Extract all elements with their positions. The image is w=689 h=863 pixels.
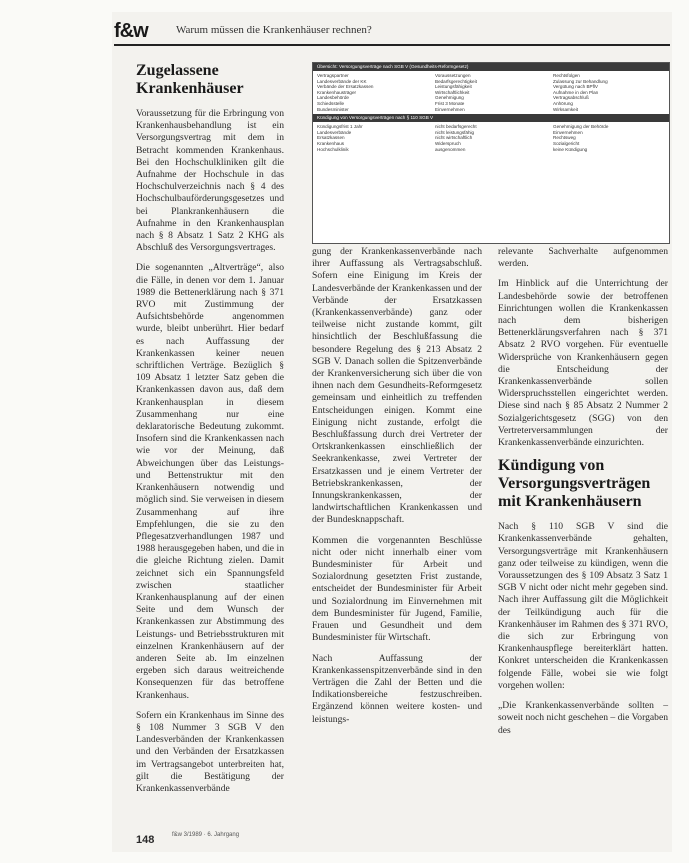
table-cell: Sozialgericht	[553, 140, 580, 146]
table-cell: Genehmigung der Behörde	[553, 124, 609, 130]
table-cell: Landesbehörde	[317, 95, 349, 101]
body-paragraph: gung der Krankenkassenverbände nach ihrer Auffassung als Vertragsabschluß. Sofern eine Einigung im Kreis der Landesverbände der Krankenkassen und der Verbände der Ersatzkassen (Krankenkassenverbände) ganz oder teilweise nicht zustande kommt, gilt hinsichtlich der Beschlußfassung die besondere Regelung des § 213 Absatz 2 SGB V. Danach sollen die Spitzenverbände der Krankenversicherung sich über die von ihnen nach dem Gesundheits-Reformgesetz gemeinsam und einheitlich zu treffenden Entscheidungen einigen. Kommt eine Einigung nicht zustande, erfolgt die Beschlußfassung durch drei Vertreter der Ortskrankenkassen einschließlich der Seekrankenkasse, zwei Vertreter der Ersatzkassen und je einem Vertreter der Betriebskrankenkassen, der Innungskrankenkassen, der landwirtschaftlichen Krankenkassen und der Bundesknappschaft.	[312, 246, 482, 526]
section-heading: Kündigung von Versorgungsverträgen mit Krankenhäusern	[498, 457, 651, 511]
table-cell: nicht bedarfsgerecht	[435, 124, 477, 130]
body-paragraph: Voraussetzung für die Erbringung von Krankenhausbehandlung ist ein Versorgungsvertrag mit dem in Betracht kommenden Krankenhaus. Bei den Hochschulkliniken gilt die Aufnahme der Hochschule in das Hochschulverzeichnis nach § 4 des Hochschulbauförderungsgesetzes und bei Plankrankenhäusern die Aufnahme in den Krankenhausplan nach § 8 Absatz 1 Satz 2 KHG als Abschluß des Versorgungsvertrages.	[136, 108, 284, 254]
table-cell: Aufnahme in den Plan	[553, 89, 599, 95]
table-cell: Wirksamkeit	[553, 106, 579, 112]
table-cell: Schiedsstelle	[317, 100, 345, 106]
table-cell: Bedarfsgerechtigkeit	[435, 78, 477, 84]
table-cell: Kündigungsfrist 1 Jahr	[317, 124, 363, 130]
page-footer	[136, 830, 296, 848]
table-cell: Genehmigung	[435, 95, 464, 101]
table-cell: Frist 3 Monate	[435, 100, 465, 106]
table-cell: Zulassung zur Behandlung	[553, 78, 608, 84]
page-header	[114, 20, 670, 44]
table-cell: Leistungsfähigkeit	[435, 84, 472, 90]
table-cell: Krankenhausträger	[317, 89, 357, 95]
column-3	[498, 246, 668, 745]
body-paragraph: Nach Auffassung der Krankenkassenspitzenverbände sind in den Verträgen die Zahl der Betten und die Indikationsbereiche festzuschreiben. Ergänzend können weitere kosten- und leistungs-	[312, 652, 482, 725]
table-cell: nicht leistungsfähig	[435, 129, 475, 135]
table-cell: nicht wirtschaftlich	[435, 135, 473, 141]
table-cell: Hochschulklinik	[317, 146, 349, 152]
page-number: 148	[136, 834, 155, 846]
body-paragraph: Sofern ein Krankenhaus im Sinne des § 108 Nummer 3 SGB V den Landesverbänden der Krankenkassen und den Verbänden der Ersatzkassen im Vertragsangebot unterbreiten hat, gilt die Bestätigung der Krankenkassenverbände	[136, 709, 284, 794]
table-cell: Bundesminister	[317, 106, 349, 112]
table-cell: Landesverbände	[317, 129, 352, 135]
table-cell: Vergütung nach BPflV	[553, 84, 598, 90]
table-cell: Wirtschaftlichkeit	[435, 89, 470, 95]
table-cell: Krankenhaus	[317, 140, 345, 146]
body-paragraph: „Die Krankenkassenverbände sollten – soweit noch nicht geschehen – die Vorgaben des	[498, 700, 668, 736]
table-cell: ausgenommen	[435, 146, 466, 152]
body-paragraph: Die sogenannten „Altverträge“, also die Fälle, in denen vor dem 1. Januar 1989 die Bettenerklärung nach § 371 RVO mit Zustimmung der Aufsichtsbehörde angenommen wurde, bleibt unberührt. Hier bedarf es nach Auffassung der Krankenkassen keiner neuen schriftlichen Verträge. Bezüglich § 109 Absatz 1 letzter Satz geben die Krankenkassen davon aus, daß dem Krankenhausplan in diesem Zusammenhang nur eine deklaratorische Bedeutung zukommt. Insofern sind die Krankenkassen nach wie vor der Meinung, daß Abweichungen über das Leistungs- und Bettenstruktur mit den Krankenhäusern notwendig und möglich sind. Sie verweisen in diesem Zusammenhang auf ihre Empfehlungen, die sie zu den Pflegesatzverhandlungen 1987 und 1988 herausgegeben haben, und die in die gleiche Richtung zielen. Damit zeichnet sich ein Spannungsfeld zwischen staatlicher Krankenhausplanung auf der einen Seite und dem Wunsch der Krankenkassen zur Abstimmung des Leistungs- und Betriebsstrukturen mit einzelnen Krankenhäusern auf der anderen Seite ab. Im einzelnen ergeben sich daraus weitreichende Konsequenzen für das betroffene Krankenhaus.	[136, 262, 284, 701]
table-body	[313, 122, 669, 154]
journal-logo: f&w	[114, 20, 148, 42]
overview-table	[312, 62, 670, 244]
table-cell: Widerspruch	[435, 140, 461, 146]
table-cell: Vertragsabschluß	[553, 95, 589, 101]
table-body	[313, 71, 669, 114]
table-cell: Verbände der Ersatzkassen	[317, 84, 374, 90]
section-heading: Zugelassene Krankenhäuser	[136, 62, 244, 97]
document-page	[112, 12, 672, 852]
body-paragraph: relevante Sachverhalte aufgenommen werden.	[498, 246, 668, 270]
publication-info: f&w 3/1989 · 6. Jahrgang	[172, 832, 240, 838]
column-1	[136, 62, 284, 803]
table-cell: Rechtsweg	[553, 135, 576, 141]
header-rule	[114, 44, 670, 46]
table-section-title: Kündigung von Versorgungsverträgen nach § 110 SGB V	[313, 114, 669, 122]
table-cell: keine Kündigung	[553, 146, 588, 152]
table-cell: Landesverbände der KK	[317, 78, 367, 84]
table-cell: Einvernehmen	[435, 106, 465, 112]
running-title: Warum müssen die Krankenhäuser rechnen?	[176, 24, 372, 36]
column-2	[312, 246, 482, 734]
table-cell: Anhörung	[553, 100, 573, 106]
table-cell: Ersatzkassen	[317, 135, 345, 141]
table-cell: Voraussetzungen	[435, 73, 471, 78]
body-paragraph: Kommen die vorgenannten Beschlüsse nicht oder nicht innerhalb einer vom Bundesminister für Arbeit und Sozialordnung gesetzten Frist zustande, entscheidet der Bundesminister für Arbeit und Sozialordnung im Einvernehmen mit dem Bundesminister für Jugend, Familie, Frauen und Gesundheit und dem Bundesminister für Wirtschaft.	[312, 534, 482, 644]
body-paragraph: Nach § 110 SGB V sind die Krankenkassenverbände gehalten, Versorgungsverträge mit Krankenhäusern ganz oder teilweise zu kündigen, wenn die Voraussetzungen des § 109 Absatz 3 Satz 1 SGB V nicht oder nicht mehr gegeben sind. Nach ihrer Auffassung gilt die Möglichkeit der Teilkündigung auch für die Krankenhäuser im Rahmen des § 371 RVO, die sich zur Erbringung von Krankenhauspflege bereiterklärt hatten. Konkret unterscheiden die Krankenkassen folgende Fälle, wobei sie wie folgt vorgehen wollen:	[498, 521, 668, 691]
table-title: Übersicht: Versorgungsverträge nach SGB V (Gesundheits-Reformgesetz)	[313, 63, 669, 71]
table-cell: Rechtsfolgen	[553, 73, 580, 78]
body-paragraph: Im Hinblick auf die Unterrichtung der Landesbehörde sowie der betroffenen Einrichtungen wollen die Krankenkassen nach dem bisherigen Bettenerklärungsverfahren nach § 371 Absatz 2 RVO vorgehen. Für eventuelle Widersprüche von Krankenhäusern gegen die Entscheidung der Krankenkassenverbände sollen Widerspruchsstellen eingerichtet werden. Diese sind nach § 85 Absatz 2 Nummer 2 Sozialgerichtsgesetz (SGG) von den Vertreterversammlungen der Krankenkassenverbände einzurichten.	[498, 278, 668, 449]
table-cell: Einvernehmen	[553, 129, 583, 135]
table-cell: Vertragspartner	[317, 73, 349, 78]
